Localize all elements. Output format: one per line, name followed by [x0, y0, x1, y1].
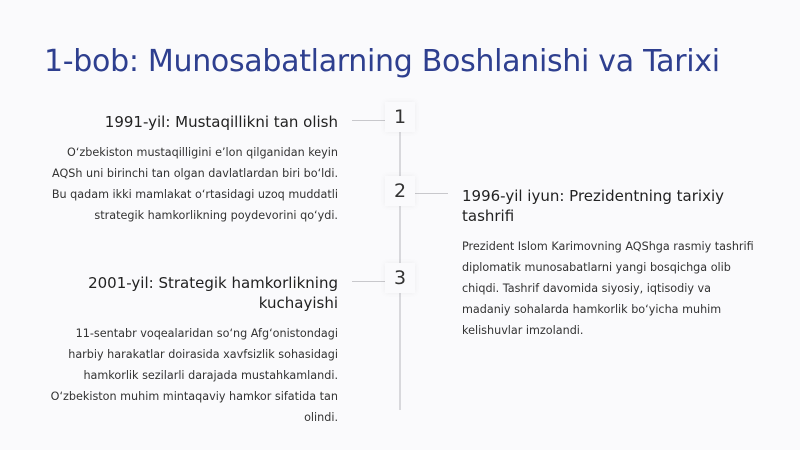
timeline-marker-2: 2	[385, 176, 415, 206]
connector-2	[414, 193, 448, 194]
timeline-marker-1: 1	[385, 102, 415, 132]
page-title: 1-bob: Munosabatlarning Boshlanishi va Tarixi	[44, 44, 720, 79]
connector-3	[352, 281, 386, 282]
event-title: 1991-yil: Mustaqillikni tan olish	[104, 113, 338, 131]
event-title: 2001-yil: Strategik hamkorlikning kuchayishi	[88, 274, 338, 312]
event-description: 11-sentabr voqealaridan so‘ng Afg‘onistondagi harbiy harakatlar doirasida xavfsizlik sohasidagi hamkorlik sezilarli darajada mustahkamlandi. O‘zbekiston muhim mintaqaviy hamkor sifatida tan olindi.	[50, 327, 338, 424]
timeline-event-1	[38, 112, 338, 226]
connector-1	[352, 120, 386, 121]
event-description: O‘zbekiston mustaqilligini e’lon qilganidan keyin AQSh uni birinchi tan olgan davlatlardan biri bo‘ldi. Bu qadam ikki mamlakat o‘rtasidagi uzoq muddatli strategik hamkorlikning poydevorini qo‘ydi.	[51, 146, 338, 222]
timeline-marker-3: 3	[385, 263, 415, 293]
event-title: 1996-yil iyun: Prezidentning tarixiy tashrifi	[462, 187, 725, 225]
timeline-event-3	[38, 273, 338, 428]
timeline-event-2	[462, 186, 762, 341]
event-description: Prezident Islom Karimovning AQShga rasmiy tashrifi diplomatik munosabatlarni yangi bosqichga olib chiqdi. Tashrif davomida siyosiy, iqtisodiy va madaniy sohalarda hamkorlik bo‘yicha muhim kelishuvlar imzolandi.	[462, 240, 754, 337]
